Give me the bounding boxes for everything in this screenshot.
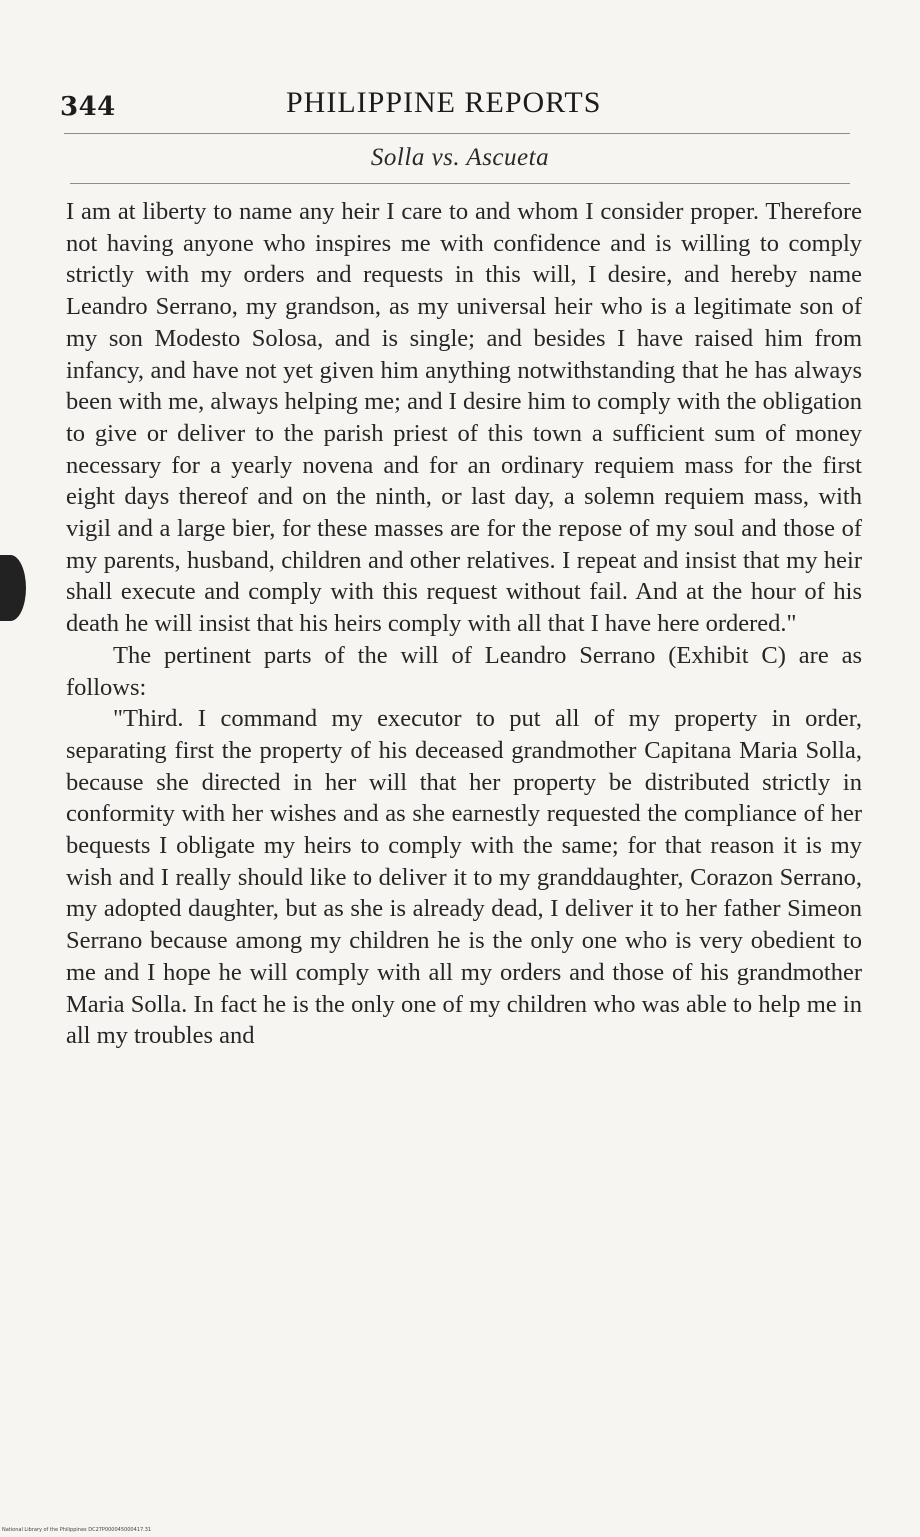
case-title: Solla vs. Ascueta bbox=[370, 144, 550, 171]
running-title: PHILIPPINE REPORTS bbox=[286, 86, 602, 119]
page-number: 344 bbox=[60, 92, 116, 122]
body-text bbox=[66, 196, 862, 1052]
paragraph-pertinent-parts: The pertinent parts of the will of Leandro Serrano (Exhibit C) are as follows: bbox=[66, 641, 862, 701]
scan-edge-smudge bbox=[0, 555, 26, 621]
paragraph-third-clause: "Third. I command my executor to put all of my property in order, separating first the property of his deceased grandmother Capitana Maria Solla, because she directed in her will that her property be distributed strictly in conformity with her wishes and as she earnestly requested the compliance of her bequests I obligate my heirs to comply with the same; for that reason it is my wish and I really should like to deliver it to my granddaughter, Corazon Serrano, my adopted daughter, but as she is already dead, I deliver it to her father Simeon Serrano because among my children he is the only one who is very obedient to me and I hope he will comply with all my orders and those of his grandmother Maria Solla. In fact he is the only one of my children who was able to help me in all my troubles and bbox=[66, 705, 862, 1050]
case-title-rule bbox=[70, 183, 850, 184]
header-rule bbox=[64, 133, 850, 134]
page-header bbox=[60, 82, 860, 126]
scan-credit: National Library of the Philippines DC27P000045000417.31 bbox=[2, 1527, 152, 1533]
paragraph-continued-will-quote: I am at liberty to name any heir I care to and whom I consider proper. Therefore not having anyone who inspires me with confidence and is willing to comply strictly with my orders and requests in this will, I desire, and hereby name Leandro Serrano, my grandson, as my universal heir who is a legitimate son of my son Modesto Solosa, and is single; and besides I have raised him from infancy, and have not yet given him anything notwithstanding that he has always been with me, always helping me; and I desire him to comply with the obligation to give or deliver to the parish priest of this town a sufficient sum of money necessary for a yearly novena and for an ordinary requiem mass for the first eight days thereof and on the ninth, or last day, a solemn requiem mass, with vigil and a large bier, for these masses are for the repose of my soul and those of my parents, husband, children and other relatives. I repeat and insist that my heir shall execute and comply with this request without fail. And at the hour of his death he will insist that his heirs comply with all that I have here ordered." bbox=[66, 198, 862, 638]
